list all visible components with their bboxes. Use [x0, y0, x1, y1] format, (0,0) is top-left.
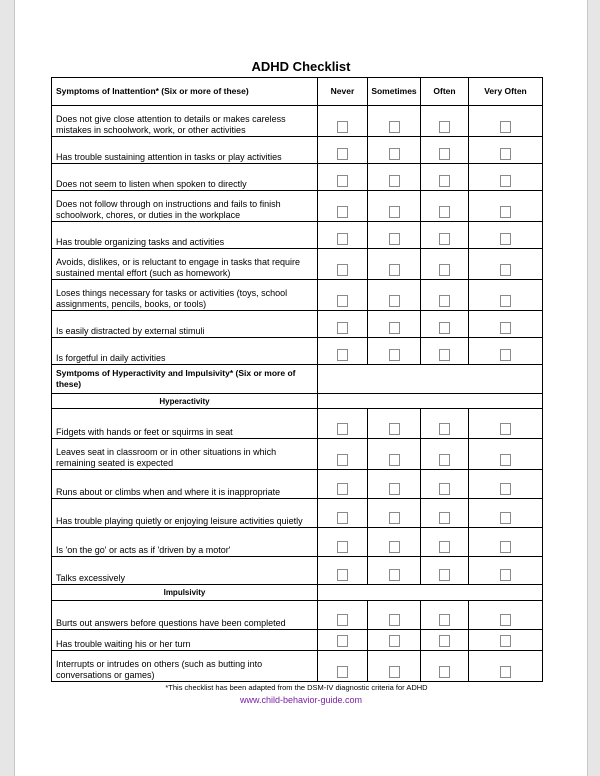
checkbox-very-often[interactable]: [500, 454, 511, 466]
cell-very-often: [469, 164, 543, 191]
cell-never: [318, 557, 368, 585]
symptom-text: Leaves seat in classroom or in other situations in which remaining seated is expected: [52, 439, 318, 470]
cell-sometimes: [368, 528, 421, 557]
cell-often: [421, 338, 469, 365]
cell-very-often: [469, 528, 543, 557]
cell-often: [421, 222, 469, 249]
cell-often: [421, 409, 469, 439]
symptom-text: Has trouble organizing tasks and activities: [52, 222, 318, 249]
cell-never: [318, 311, 368, 338]
checkbox-often[interactable]: [439, 175, 450, 187]
checkbox-sometimes[interactable]: [389, 295, 400, 307]
checkbox-never[interactable]: [337, 121, 348, 133]
hyperactivity-subhead-blank: [318, 394, 543, 409]
column-header-row: [52, 78, 543, 106]
cell-often: [421, 630, 469, 651]
checkbox-often[interactable]: [439, 569, 450, 581]
checkbox-never[interactable]: [337, 322, 348, 334]
symptom-text: Has trouble waiting his or her turn: [52, 630, 318, 651]
checkbox-sometimes[interactable]: [389, 635, 400, 647]
checkbox-often[interactable]: [439, 635, 450, 647]
checkbox-often[interactable]: [439, 121, 450, 133]
checkbox-very-often[interactable]: [500, 541, 511, 553]
checkbox-very-often[interactable]: [500, 423, 511, 435]
cell-often: [421, 439, 469, 470]
cell-never: [318, 630, 368, 651]
cell-often: [421, 106, 469, 137]
footnote: *This checklist has been adapted from the DSM-IV diagnostic criteria for ADHD: [165, 683, 428, 692]
checkbox-very-often[interactable]: [500, 121, 511, 133]
symptom-row: [52, 470, 543, 499]
hyperactivity-subhead-row: [52, 394, 543, 409]
checkbox-sometimes[interactable]: [389, 175, 400, 187]
impulsivity-subhead-blank: [318, 585, 543, 601]
checkbox-often[interactable]: [439, 614, 450, 626]
cell-never: [318, 499, 368, 528]
checkbox-never[interactable]: [337, 423, 348, 435]
symptom-row: [52, 137, 543, 164]
symptom-row: [52, 164, 543, 191]
symptom-row: [52, 601, 543, 630]
cell-sometimes: [368, 557, 421, 585]
cell-sometimes: [368, 280, 421, 311]
checkbox-often[interactable]: [439, 423, 450, 435]
checkbox-never[interactable]: [337, 614, 348, 626]
symptom-row: [52, 409, 543, 439]
checkbox-very-often[interactable]: [500, 512, 511, 524]
cell-very-often: [469, 338, 543, 365]
checkbox-sometimes[interactable]: [389, 512, 400, 524]
cell-sometimes: [368, 651, 421, 682]
cell-never: [318, 651, 368, 682]
symptom-text: Has trouble sustaining attention in tasks or play activities: [52, 137, 318, 164]
checkbox-sometimes[interactable]: [389, 541, 400, 553]
cell-very-often: [469, 630, 543, 651]
cell-sometimes: [368, 222, 421, 249]
symptom-text: Is forgetful in daily activities: [52, 338, 318, 365]
cell-often: [421, 280, 469, 311]
symptom-text: Talks excessively: [52, 557, 318, 585]
checkbox-often[interactable]: [439, 206, 450, 218]
symptom-row: [52, 651, 543, 682]
checkbox-never[interactable]: [337, 541, 348, 553]
source-link[interactable]: www.child-behavior-guide.com: [239, 695, 363, 705]
cell-often: [421, 499, 469, 528]
cell-often: [421, 557, 469, 585]
cell-very-often: [469, 311, 543, 338]
symptom-row: [52, 222, 543, 249]
cell-sometimes: [368, 630, 421, 651]
cell-never: [318, 191, 368, 222]
checkbox-very-often[interactable]: [500, 635, 511, 647]
cell-sometimes: [368, 191, 421, 222]
checkbox-often[interactable]: [439, 541, 450, 553]
hyperactivity-header-blank: [318, 365, 543, 394]
symptom-row: [52, 280, 543, 311]
cell-never: [318, 601, 368, 630]
cell-never: [318, 528, 368, 557]
symptom-row: [52, 249, 543, 280]
checkbox-often[interactable]: [439, 264, 450, 276]
checkbox-never[interactable]: [337, 295, 348, 307]
cell-never: [318, 137, 368, 164]
cell-very-often: [469, 106, 543, 137]
cell-never: [318, 439, 368, 470]
cell-often: [421, 191, 469, 222]
cell-never: [318, 164, 368, 191]
column-sometimes: Sometimes: [368, 78, 421, 106]
cell-very-often: [469, 651, 543, 682]
document-page: [14, 0, 588, 776]
checkbox-never[interactable]: [337, 233, 348, 245]
checkbox-sometimes[interactable]: [389, 206, 400, 218]
cell-often: [421, 311, 469, 338]
cell-very-often: [469, 470, 543, 499]
cell-often: [421, 249, 469, 280]
cell-often: [421, 528, 469, 557]
symptom-row: [52, 499, 543, 528]
checkbox-very-often[interactable]: [500, 569, 511, 581]
checkbox-sometimes[interactable]: [389, 614, 400, 626]
hyperactivity-header: Symtpoms of Hyperactivity and Impulsivity* (Six or more of these): [52, 365, 318, 394]
symptom-row: [52, 106, 543, 137]
cell-sometimes: [368, 601, 421, 630]
symptom-row: [52, 439, 543, 470]
symptom-text: Loses things necessary for tasks or activities (toys, school assignments, pencils, books, or tools): [52, 280, 318, 311]
checkbox-sometimes[interactable]: [389, 233, 400, 245]
cell-very-often: [469, 499, 543, 528]
symptom-text: Fidgets with hands or feet or squirms in seat: [52, 409, 318, 439]
checkbox-very-often[interactable]: [500, 322, 511, 334]
checkbox-sometimes[interactable]: [389, 483, 400, 495]
column-never: Never: [318, 78, 368, 106]
cell-very-often: [469, 222, 543, 249]
cell-often: [421, 137, 469, 164]
checkbox-often[interactable]: [439, 322, 450, 334]
symptom-text: Has trouble playing quietly or enjoying leisure activities quietly: [52, 499, 318, 528]
checkbox-sometimes[interactable]: [389, 569, 400, 581]
cell-sometimes: [368, 164, 421, 191]
cell-often: [421, 164, 469, 191]
hyperactivity-subhead: Hyperactivity: [52, 394, 318, 409]
symptom-text: Runs about or climbs when and where it is inappropriate: [52, 470, 318, 499]
cell-never: [318, 280, 368, 311]
checkbox-very-often[interactable]: [500, 295, 511, 307]
checkbox-sometimes[interactable]: [389, 121, 400, 133]
checkbox-often[interactable]: [439, 512, 450, 524]
checkbox-often[interactable]: [439, 666, 450, 678]
cell-never: [318, 222, 368, 249]
checkbox-often[interactable]: [439, 148, 450, 160]
cell-very-often: [469, 439, 543, 470]
hyperactivity-header-row: [52, 365, 543, 394]
column-very-often: Very Often: [469, 78, 543, 106]
impulsivity-subhead: Impulsivity: [52, 585, 318, 601]
symptom-row: [52, 191, 543, 222]
checkbox-often[interactable]: [439, 295, 450, 307]
cell-sometimes: [368, 409, 421, 439]
cell-never: [318, 249, 368, 280]
checkbox-sometimes[interactable]: [389, 148, 400, 160]
checkbox-very-often[interactable]: [500, 175, 511, 187]
checkbox-very-often[interactable]: [500, 483, 511, 495]
cell-sometimes: [368, 499, 421, 528]
cell-often: [421, 470, 469, 499]
symptom-text: Does not seem to listen when spoken to directly: [52, 164, 318, 191]
cell-sometimes: [368, 249, 421, 280]
symptom-row: [52, 557, 543, 585]
checkbox-sometimes[interactable]: [389, 454, 400, 466]
symptom-text: Is 'on the go' or acts as if 'driven by a motor': [52, 528, 318, 557]
cell-sometimes: [368, 470, 421, 499]
symptom-text: Does not give close attention to details or makes careless mistakes in schoolwork, work, or other activities: [52, 106, 318, 137]
checkbox-often[interactable]: [439, 454, 450, 466]
checkbox-very-often[interactable]: [500, 349, 511, 361]
checkbox-very-often[interactable]: [500, 614, 511, 626]
checkbox-very-often[interactable]: [500, 666, 511, 678]
cell-often: [421, 651, 469, 682]
symptom-row: [52, 528, 543, 557]
checkbox-never[interactable]: [337, 666, 348, 678]
checkbox-sometimes[interactable]: [389, 423, 400, 435]
cell-never: [318, 106, 368, 137]
inattention-header: Symptoms of Inattention* (Six or more of these): [52, 78, 318, 106]
cell-sometimes: [368, 311, 421, 338]
checkbox-very-often[interactable]: [500, 206, 511, 218]
checkbox-very-often[interactable]: [500, 233, 511, 245]
cell-never: [318, 470, 368, 499]
checkbox-very-often[interactable]: [500, 148, 511, 160]
cell-sometimes: [368, 137, 421, 164]
checkbox-very-often[interactable]: [500, 264, 511, 276]
cell-never: [318, 409, 368, 439]
checkbox-sometimes[interactable]: [389, 666, 400, 678]
cell-often: [421, 601, 469, 630]
cell-very-often: [469, 601, 543, 630]
checklist-table: [51, 77, 543, 682]
checkbox-never[interactable]: [337, 148, 348, 160]
symptom-text: Interrupts or intrudes on others (such as butting into conversations or games): [52, 651, 318, 682]
cell-very-often: [469, 137, 543, 164]
checkbox-never[interactable]: [337, 512, 348, 524]
page-title: ADHD Checklist: [251, 59, 351, 74]
symptom-row: [52, 630, 543, 651]
checkbox-never[interactable]: [337, 635, 348, 647]
checkbox-often[interactable]: [439, 349, 450, 361]
checkbox-never[interactable]: [337, 349, 348, 361]
cell-sometimes: [368, 338, 421, 365]
symptom-row: [52, 338, 543, 365]
checkbox-never[interactable]: [337, 569, 348, 581]
cell-sometimes: [368, 106, 421, 137]
checkbox-never[interactable]: [337, 264, 348, 276]
cell-never: [318, 338, 368, 365]
symptom-text: Burts out answers before questions have been completed: [52, 601, 318, 630]
symptom-text: Does not follow through on instructions and fails to finish schoolwork, chores, or duties in the workplace: [52, 191, 318, 222]
symptom-text: Avoids, dislikes, or is reluctant to engage in tasks that require sustained mental effort (such as homework): [52, 249, 318, 280]
symptom-text: Is easily distracted by external stimuli: [52, 311, 318, 338]
column-often: Often: [421, 78, 469, 106]
checkbox-sometimes[interactable]: [389, 264, 400, 276]
checkbox-often[interactable]: [439, 233, 450, 245]
cell-sometimes: [368, 439, 421, 470]
checkbox-never[interactable]: [337, 175, 348, 187]
cell-very-often: [469, 249, 543, 280]
checkbox-never[interactable]: [337, 483, 348, 495]
cell-very-often: [469, 409, 543, 439]
impulsivity-subhead-row: [52, 585, 543, 601]
checkbox-sometimes[interactable]: [389, 349, 400, 361]
checkbox-often[interactable]: [439, 483, 450, 495]
cell-very-often: [469, 280, 543, 311]
symptom-row: [52, 311, 543, 338]
checkbox-never[interactable]: [337, 454, 348, 466]
cell-very-often: [469, 191, 543, 222]
cell-very-often: [469, 557, 543, 585]
checkbox-never[interactable]: [337, 206, 348, 218]
checkbox-sometimes[interactable]: [389, 322, 400, 334]
